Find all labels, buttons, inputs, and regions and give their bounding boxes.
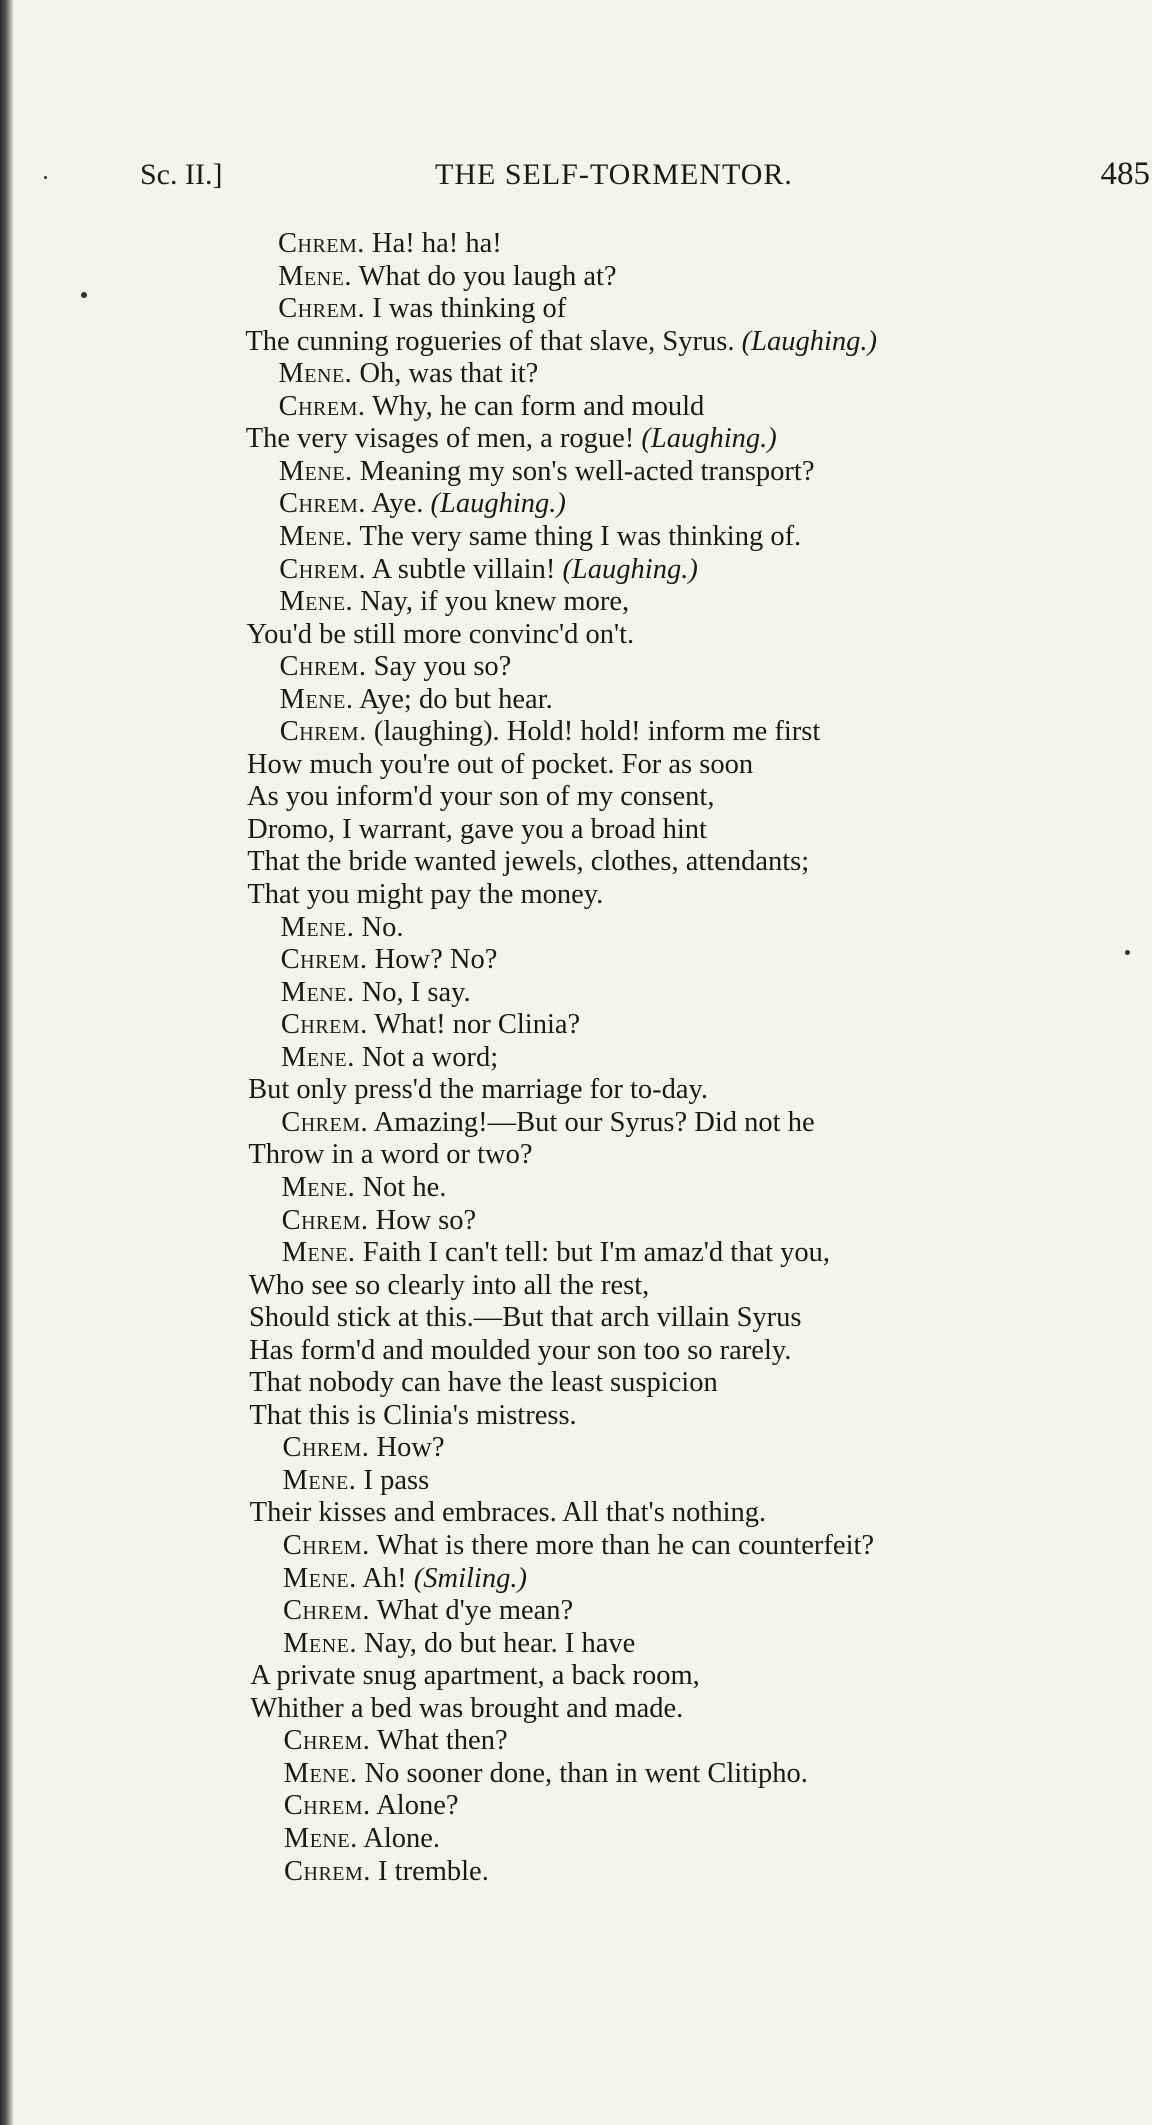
dialogue-text: (laughing). Hold! hold! inform me first bbox=[366, 716, 821, 748]
speaker-name: Chrem. bbox=[280, 1009, 368, 1041]
speaker-name: Chrem. bbox=[278, 293, 366, 325]
speaker-name: Chrem. bbox=[279, 553, 367, 585]
speech-line bbox=[283, 1465, 430, 1497]
dialogue-text: Whither a bed was brought and made. bbox=[250, 1692, 684, 1724]
speech-line bbox=[284, 1790, 459, 1822]
dialogue-text: Amazing!—But our Syrus? Did not he bbox=[368, 1106, 815, 1138]
speech-line bbox=[283, 1628, 635, 1660]
dialogue-text: The very same thing I was thinking of. bbox=[352, 520, 802, 552]
page-binding-edge bbox=[0, 0, 14, 2125]
speech-line bbox=[279, 554, 698, 586]
dialogue-text: That the bride wanted jewels, clothes, attendants; bbox=[247, 846, 810, 878]
speaker-name: Chrem. bbox=[283, 1790, 371, 1822]
speaker-name: Mene. bbox=[278, 260, 352, 292]
speech-line bbox=[283, 1530, 874, 1562]
stage-direction: (Laughing.) bbox=[741, 325, 877, 357]
speech-line bbox=[284, 1823, 440, 1855]
verse-line bbox=[249, 1400, 576, 1432]
speech-line bbox=[284, 1725, 508, 1757]
speech-line bbox=[280, 716, 820, 748]
dialogue-text: As you inform'd your son of my consent, bbox=[247, 781, 715, 813]
ink-speck bbox=[81, 292, 87, 298]
speaker-name: Mene. bbox=[283, 1627, 357, 1659]
speaker-name: Chrem. bbox=[283, 1725, 371, 1757]
speech-line bbox=[281, 1172, 446, 1204]
speech-line bbox=[281, 944, 498, 976]
dialogue-text: Not a word; bbox=[354, 1041, 499, 1073]
speech-line bbox=[279, 488, 566, 520]
dialogue-text: Meaning my son's well-acted transport? bbox=[352, 455, 815, 487]
speech-line bbox=[280, 651, 512, 683]
speaker-name: Chrem. bbox=[278, 390, 366, 422]
speech-line bbox=[278, 228, 502, 260]
verse-line bbox=[250, 1497, 766, 1529]
dialogue-text: What do you laugh at? bbox=[351, 260, 617, 292]
speaker-name: Mene. bbox=[279, 520, 353, 552]
dialogue-text: What! nor Clinia? bbox=[367, 1009, 581, 1041]
speaker-name: Mene. bbox=[279, 586, 354, 618]
speaker-name: Mene. bbox=[278, 455, 353, 487]
dialogue-text: Throw in a word or two? bbox=[248, 1139, 533, 1171]
ink-speck bbox=[44, 176, 47, 179]
page-number: 485 bbox=[1100, 156, 1150, 192]
verse-line bbox=[247, 846, 809, 878]
scene-label: Sc. II.] bbox=[140, 158, 223, 191]
speaker-name: Mene. bbox=[281, 1237, 356, 1269]
speech-line bbox=[282, 1205, 477, 1237]
speech-line bbox=[281, 1042, 498, 1074]
dialogue-text: Nay, if you knew more, bbox=[353, 586, 630, 618]
dialogue-text: Aye. bbox=[365, 488, 431, 520]
dialogue-text: Has form'd and moulded your son too so rarely. bbox=[249, 1334, 792, 1366]
stage-direction: (Laughing.) bbox=[430, 488, 566, 520]
speech-line bbox=[278, 293, 566, 325]
speech-line bbox=[283, 1563, 527, 1595]
dialogue-text: That this is Clinia's mistress. bbox=[249, 1399, 577, 1431]
dialogue-text: That nobody can have the least suspicion bbox=[249, 1367, 718, 1399]
dialogue-text: A subtle villain! bbox=[366, 553, 563, 585]
stage-direction: (Laughing.) bbox=[562, 553, 698, 585]
verse-line bbox=[250, 1693, 683, 1725]
speaker-name: Chrem. bbox=[284, 1855, 371, 1887]
speaker-name: Mene. bbox=[281, 1171, 356, 1203]
speech-line bbox=[281, 1009, 580, 1041]
speaker-name: Chrem. bbox=[283, 1595, 370, 1627]
dialogue-text: No, I say. bbox=[354, 976, 471, 1008]
speech-line bbox=[279, 586, 629, 618]
speaker-name: Chrem. bbox=[281, 1106, 369, 1138]
dialogue-text: I was thinking of bbox=[365, 293, 567, 325]
speaker-name: Mene. bbox=[278, 358, 353, 390]
verse-line bbox=[246, 423, 777, 455]
dialogue-text: A private snug apartment, a back room, bbox=[250, 1660, 700, 1692]
dialogue-text: I tremble. bbox=[370, 1855, 489, 1887]
speaker-name: Chrem. bbox=[282, 1432, 370, 1464]
dialogue-text: Their kisses and embraces. All that's nothing. bbox=[249, 1497, 767, 1529]
dialogue-text: Aye; do but hear. bbox=[353, 683, 553, 715]
speaker-name: Chrem. bbox=[279, 716, 367, 748]
dialogue-text: Faith I can't tell: but I'm amaz'd that you, bbox=[355, 1237, 831, 1269]
dialogue-text: What is there more than he can counterfeit? bbox=[369, 1530, 875, 1561]
dialogue-text: Oh, was that it? bbox=[352, 358, 539, 390]
running-header bbox=[140, 152, 1150, 200]
dialogue-text: Say you so? bbox=[366, 651, 512, 683]
dialogue-text: You'd be still more convinc'd on't. bbox=[246, 618, 635, 650]
verse-line bbox=[247, 814, 707, 846]
speaker-name: Chrem. bbox=[281, 1204, 369, 1236]
speaker-name: Chrem. bbox=[280, 944, 368, 976]
verse-line bbox=[250, 1660, 700, 1692]
dialogue-text: No sooner done, than in went Clitipho. bbox=[357, 1757, 808, 1789]
speech-line bbox=[278, 358, 538, 390]
dialogue-text: Ha! ha! ha! bbox=[364, 228, 502, 259]
speech-line bbox=[283, 1595, 573, 1627]
dialogue-text: How? bbox=[369, 1432, 445, 1464]
dialogue-text: Dromo, I warrant, gave you a broad hint bbox=[247, 813, 707, 845]
dialogue-text: Should stick at this.—But that arch villain Syrus bbox=[248, 1302, 802, 1334]
speech-line bbox=[280, 684, 553, 716]
dialogue-text: Ah! bbox=[356, 1562, 414, 1594]
dialogue-text: How? No? bbox=[367, 944, 498, 976]
running-title: THE SELF-TORMENTOR. bbox=[435, 158, 793, 191]
verse-line bbox=[248, 1139, 532, 1171]
speaker-name: Mene. bbox=[280, 911, 355, 943]
speech-line bbox=[282, 1432, 444, 1464]
verse-line bbox=[249, 1302, 802, 1334]
verse-line bbox=[245, 326, 877, 358]
dialogue-text: No. bbox=[354, 911, 404, 943]
speaker-name: Chrem. bbox=[279, 651, 367, 683]
verse-line bbox=[247, 749, 753, 781]
speaker-name: Chrem. bbox=[278, 228, 365, 259]
dialogue-text: I pass bbox=[356, 1464, 430, 1496]
speaker-name: Mene. bbox=[282, 1464, 357, 1496]
dialogue-text: Alone? bbox=[370, 1790, 459, 1822]
verse-line bbox=[249, 1335, 791, 1367]
verse-line bbox=[247, 879, 603, 911]
verse-line bbox=[247, 781, 714, 813]
dialogue-text: Alone. bbox=[357, 1822, 441, 1854]
dialogue-text: How so? bbox=[368, 1204, 477, 1236]
stage-direction: (Laughing.) bbox=[641, 423, 777, 455]
verse-line bbox=[249, 1270, 649, 1302]
dialogue-text: Nay, do but hear. I have bbox=[357, 1627, 636, 1659]
speech-line bbox=[281, 977, 471, 1009]
speech-line bbox=[281, 1107, 814, 1139]
dialogue-text: What then? bbox=[370, 1725, 508, 1757]
dialogue-text: Not he. bbox=[355, 1171, 447, 1203]
speaker-name: Chrem. bbox=[282, 1530, 370, 1561]
speaker-name: Mene. bbox=[281, 1041, 355, 1073]
dialogue-text: Who see so clearly into all the rest, bbox=[248, 1269, 650, 1301]
speech-line bbox=[278, 261, 616, 293]
speech-line bbox=[279, 456, 815, 488]
verse-line bbox=[246, 619, 634, 651]
speech-line bbox=[279, 391, 705, 423]
dialogue-text: The cunning rogueries of that slave, Syrus. bbox=[245, 325, 742, 357]
dialogue-text: That you might pay the money. bbox=[247, 879, 604, 910]
stage-direction: (Smiling.) bbox=[413, 1562, 527, 1594]
dialogue-text: What d'ye mean? bbox=[369, 1595, 574, 1627]
verse-line bbox=[248, 1074, 708, 1106]
dialogue-text: Why, he can form and mould bbox=[365, 390, 705, 422]
speech-line bbox=[282, 1237, 830, 1269]
speaker-name: Mene. bbox=[282, 1562, 357, 1594]
speech-line bbox=[284, 1856, 489, 1888]
speech-line bbox=[279, 521, 801, 553]
speaker-name: Chrem. bbox=[278, 488, 366, 520]
speaker-name: Mene. bbox=[279, 683, 354, 715]
speaker-name: Mene. bbox=[280, 976, 355, 1008]
dialogue-text: The very visages of men, a rogue! bbox=[245, 423, 642, 455]
speech-line bbox=[281, 912, 404, 944]
verse-line bbox=[249, 1367, 718, 1399]
speech-line bbox=[284, 1758, 808, 1790]
dialogue-text: But only press'd the marriage for to-day. bbox=[248, 1074, 709, 1106]
speaker-name: Mene. bbox=[283, 1822, 358, 1854]
dialogue-text: How much you're out of pocket. For as soon bbox=[246, 748, 754, 780]
ink-speck bbox=[1125, 950, 1130, 955]
speaker-name: Mene. bbox=[283, 1757, 358, 1789]
